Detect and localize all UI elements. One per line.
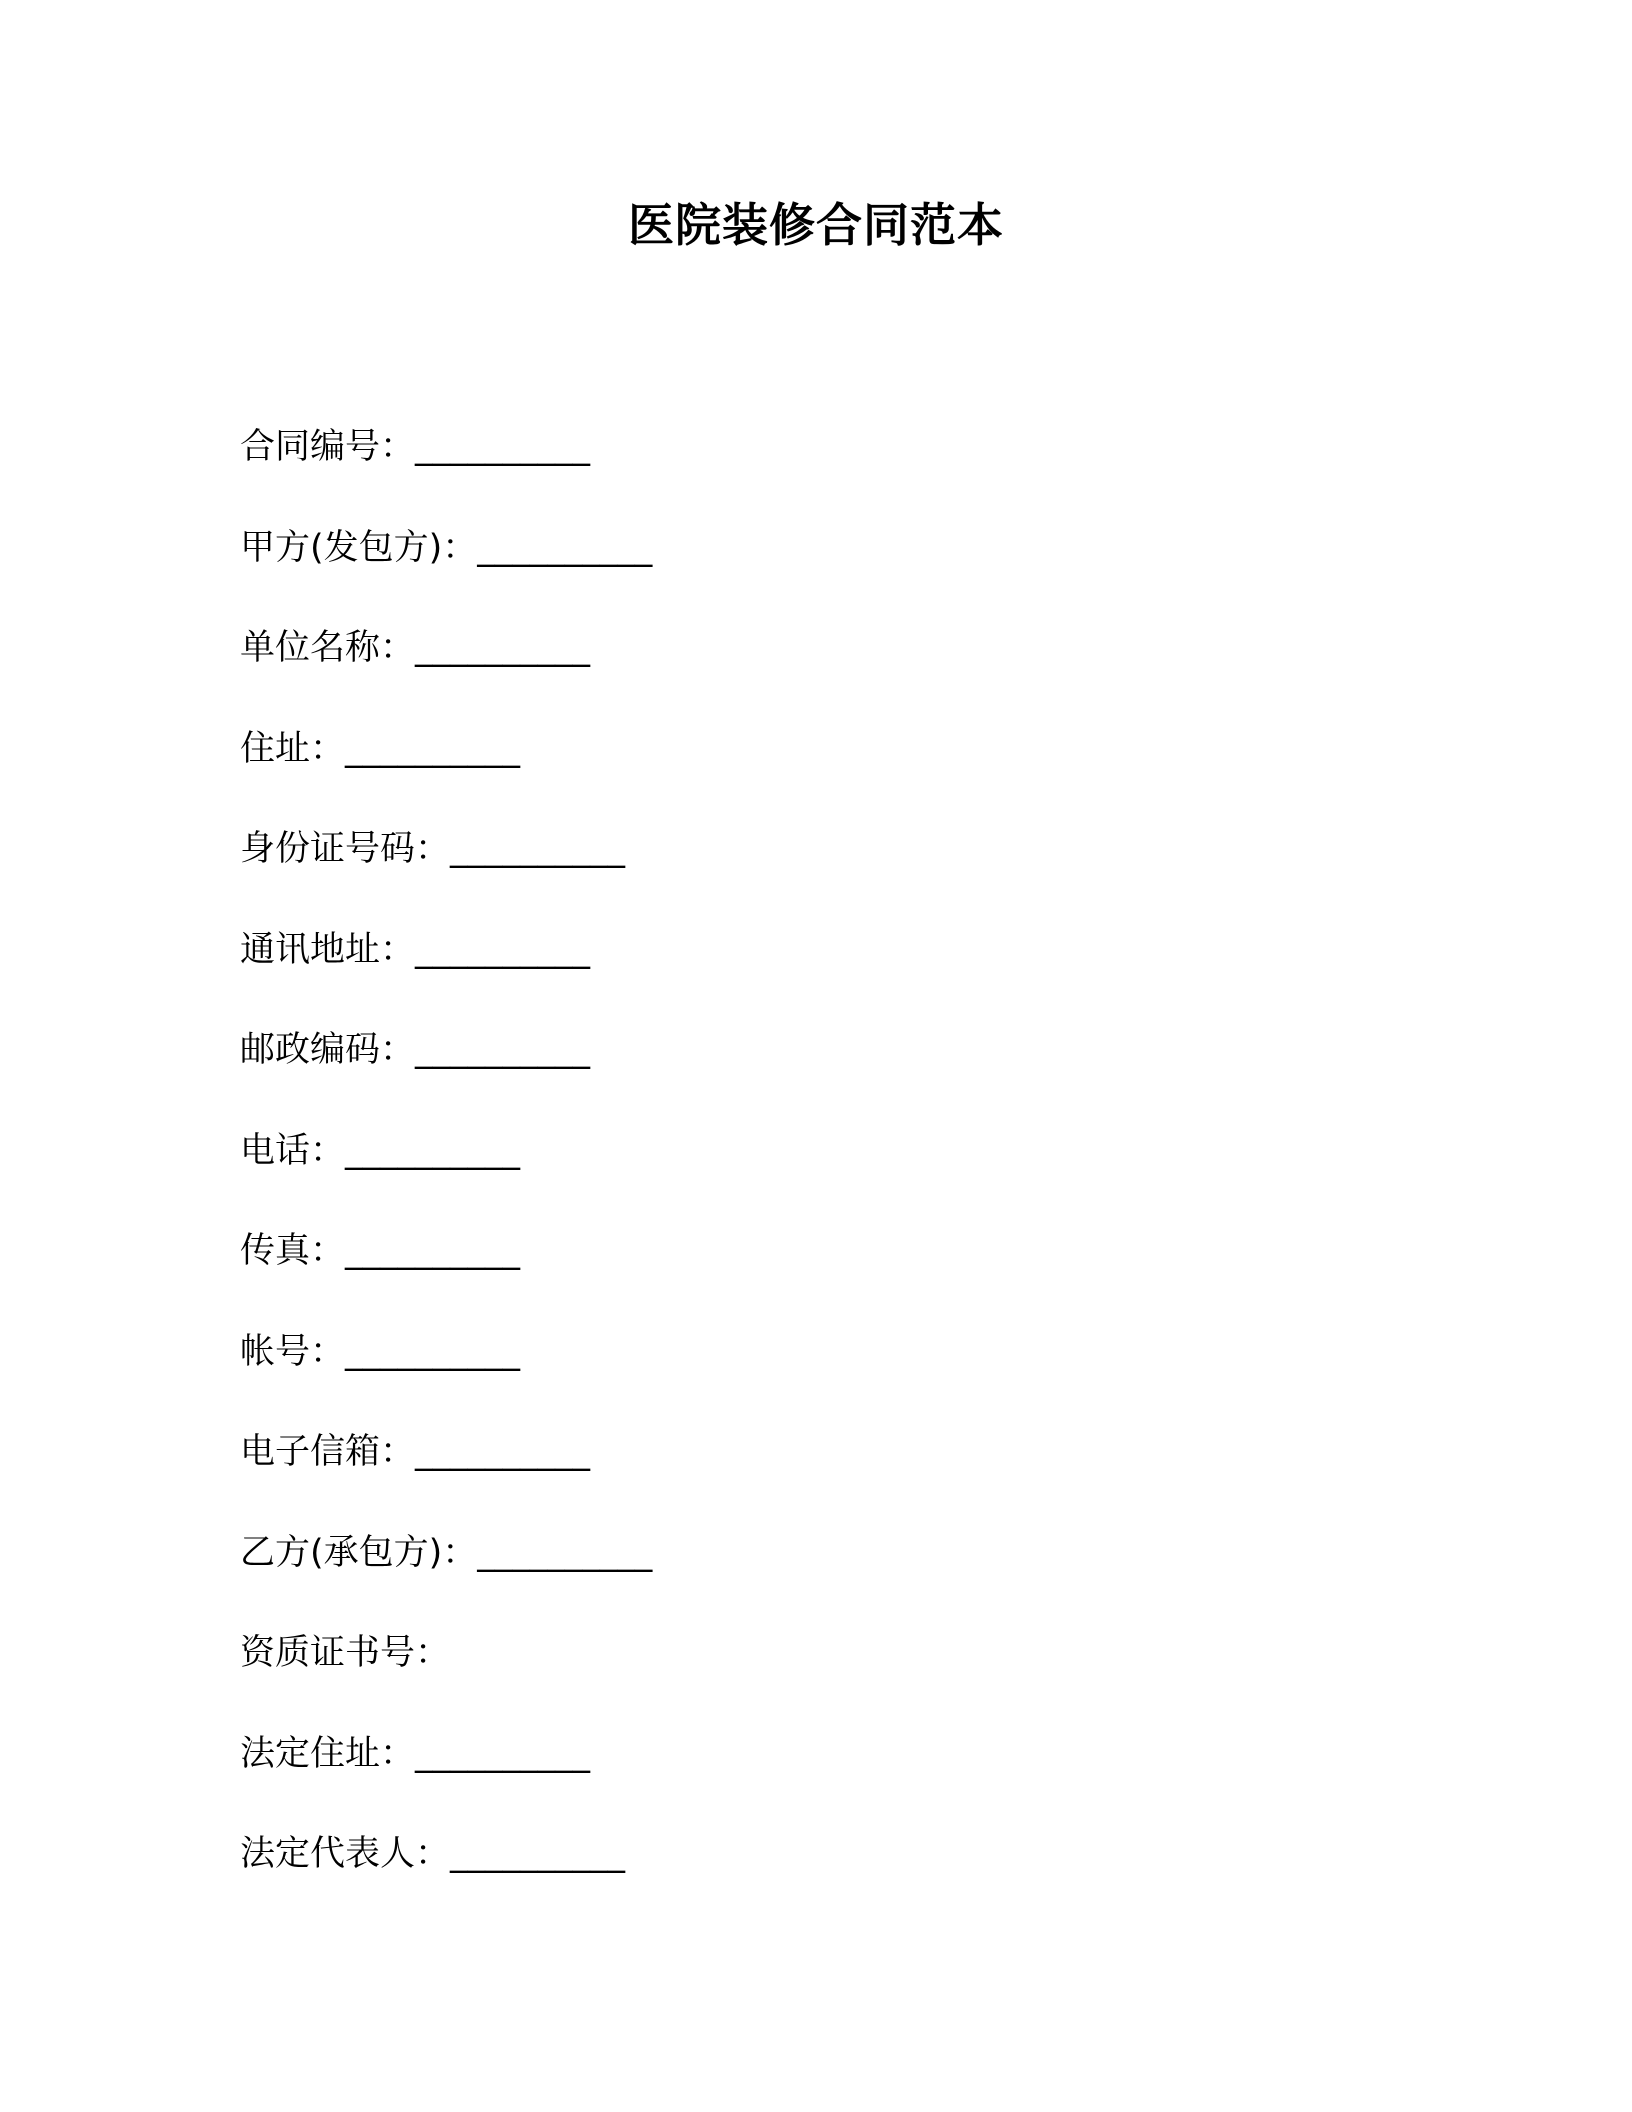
field-postal-code: 邮政编码：__________ xyxy=(240,1030,591,1070)
field-id-number: 身份证号码：__________ xyxy=(240,829,626,869)
field-legal-address: 法定住址：__________ xyxy=(240,1733,591,1774)
field-residence: 住址：__________ xyxy=(240,728,521,769)
field-email: 电子信箱：__________ xyxy=(240,1432,591,1472)
field-account: 帐号：__________ xyxy=(240,1331,521,1372)
field-company-name: 单位名称：__________ xyxy=(240,628,591,668)
document-title: 医院装修合同范本 xyxy=(628,198,1004,252)
contract-fields xyxy=(240,412,1390,1920)
field-phone: 电话：__________ xyxy=(240,1130,521,1171)
field-mailing-address: 通讯地址：__________ xyxy=(240,929,591,970)
field-fax: 传真：__________ xyxy=(240,1231,521,1271)
field-party-b: 乙方(承包方)：__________ xyxy=(240,1532,653,1573)
field-qualification-cert: 资质证书号： xyxy=(240,1633,451,1673)
field-party-a: 甲方(发包方)：__________ xyxy=(240,527,653,568)
field-legal-representative: 法定代表人：__________ xyxy=(240,1834,626,1874)
field-contract-number: 合同编号：__________ xyxy=(240,427,591,467)
